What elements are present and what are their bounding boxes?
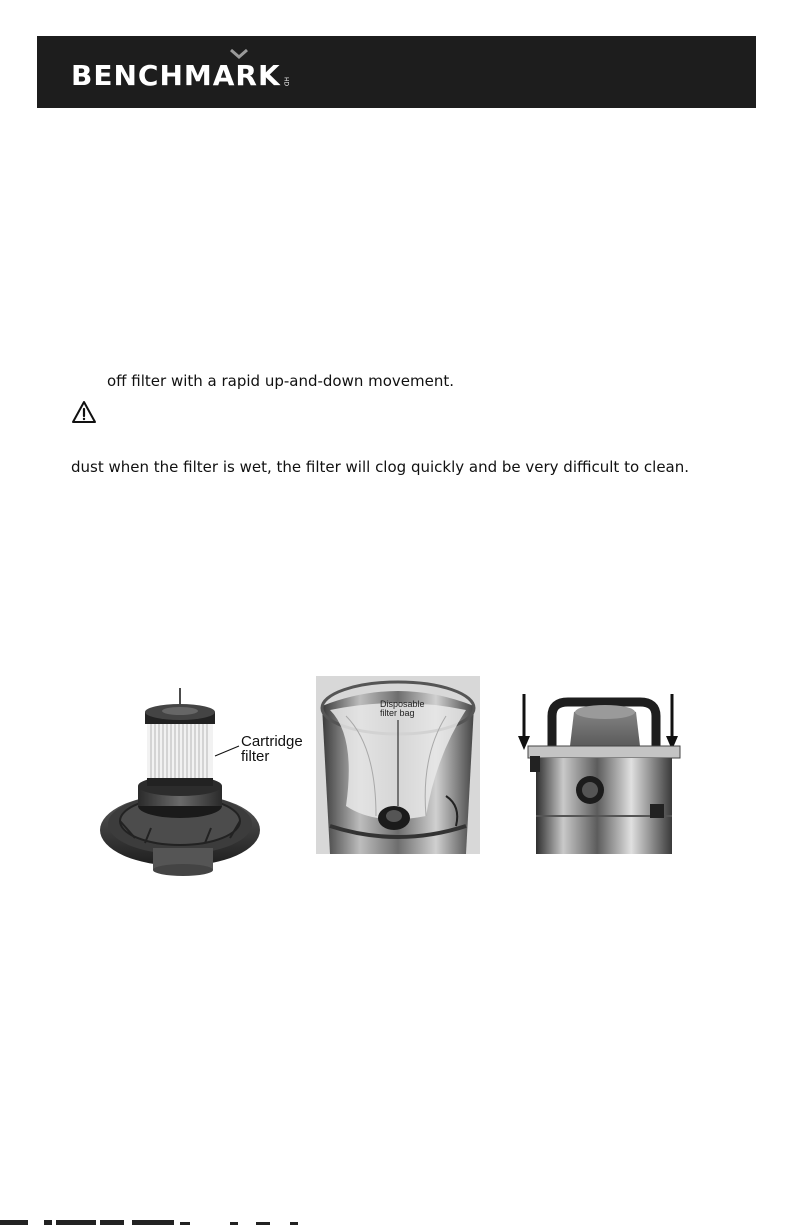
vacuum-head-illustration [514,676,694,854]
logo-chevron-icon [229,48,249,60]
warning-triangle-icon [71,400,97,424]
instruction-line-shake-filter: off filter with a rapid up-and-down movement. [107,372,455,390]
brand-mark: HD [282,76,290,86]
brand-name: BENCHMARK [71,59,281,92]
cartridge-filter-figure [65,678,317,880]
bottom-edge-artifacts [0,1218,793,1225]
cartridge-filter-label: Cartridge filter [241,733,303,765]
header-bar [37,36,756,108]
vacuum-head-figure [514,676,694,854]
warning-text-wet-filter: dust when the filter is wet, the filter will clog quickly and be very difficult to clean. [71,458,690,476]
filter-bag-figure [316,676,480,854]
filter-bag-label: Disposable filter bag [380,699,425,718]
cartridge-filter-illustration [65,678,317,880]
brand-logo [71,56,290,90]
